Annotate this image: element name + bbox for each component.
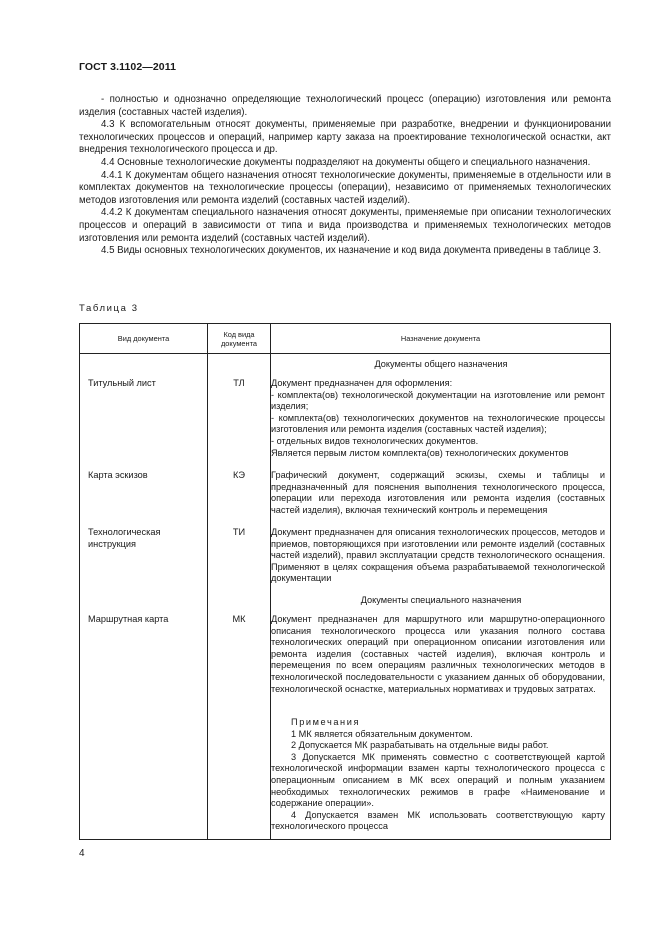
row-doc-purpose: Документ предназначен для маршрутного или маршрутно-операционного описания технологического процесса или указания полного состава технологических операций при операционном описании изготовления или ремонта изделия (составных частей изделия), включая контроль и перемещения по всем операциям различных технологических методов в технологической последовательности с указанием данных об оборудовании, технологической оснастке, материальных нормативах и трудовых затратах. bbox=[271, 614, 605, 694]
section-general-heading: Документы общего назначения bbox=[374, 359, 508, 369]
notes-block bbox=[271, 717, 605, 833]
header-doc-code: Код вида документа bbox=[220, 329, 258, 348]
header-doc-purpose: Назначение документа bbox=[400, 334, 481, 343]
notes-title: Примечания bbox=[291, 717, 361, 727]
paragraph: - полностью и однозначно определяющие технологический процесс (операцию) изготовления или ремонта изделия (составных частей изделия). bbox=[79, 94, 611, 118]
row-doc-name: Маршрутная карта bbox=[88, 614, 169, 624]
paragraph: 4.4 Основные технологические документы подразделяют на документы общего и специального назначения. bbox=[101, 156, 591, 168]
section-special-heading: Документы специального назначения bbox=[360, 595, 522, 605]
header-divider bbox=[80, 353, 610, 354]
header-doc-type: Вид документа bbox=[117, 334, 170, 343]
row-doc-code: МК bbox=[232, 614, 246, 624]
row-doc-name: Технологическая инструкция bbox=[88, 527, 161, 549]
page-number: 4 bbox=[79, 848, 85, 859]
row-doc-purpose: Графический документ, содержащий эскизы, схемы и таблицы и предназначенный для пояснения выполнения технологического процесса, операции или перехода изготовления или ремонта изделия (составных частей изделия), включая технический контроль и перемещения bbox=[271, 470, 605, 515]
note-item: 1 МК является обязательным документом. bbox=[291, 728, 473, 739]
document-header: ГОСТ 3.1102—2011 bbox=[79, 61, 177, 73]
row-doc-name: Титульный лист bbox=[88, 378, 156, 388]
row-doc-purpose: Документ предназначен для оформления: - комплекта(ов) технологической документации на изготовление или ремонт изделия; - комплекта(ов) технологических документов на технологические процессы изготовления или ремонта изделия (составных частей изделия); - отдельных видов технологических документов. Является первым листом комплекта(ов) технологических документов bbox=[271, 378, 605, 458]
row-doc-name: Карта эскизов bbox=[88, 470, 148, 480]
note-item: 3 Допускается МК применять совместно с соответствующей картой технологической информации взамен карты технологического процесса с операционным описанием в МК всех операций и полным указанием необходимых технологических режимов в графе «Наименование и содержание операции». bbox=[271, 751, 605, 809]
paragraph: 4.4.1 К документам общего назначения относят технологические документы, применяемые в отдельности или в комплектах документов на технологические процессы (операции), независимо от применяемых технологических методов изготовления или ремонта изделий (составных частей изделий). bbox=[79, 169, 611, 206]
row-doc-purpose: Документ предназначен для описания технологических процессов, методов и приемов, повторяющихся при изготовлении или ремонте изделий (составных частей изделий), правил эксплуатации средств технологического оснащения. Применяют в целях сокращения объема разрабатываемой технологической документации bbox=[271, 527, 605, 584]
note-item: 2 Допускается МК разрабатывать на отдельные виды работ. bbox=[291, 740, 549, 751]
table-caption: Таблица 3 bbox=[79, 303, 139, 314]
row-doc-code: КЭ bbox=[233, 470, 245, 480]
body-text bbox=[79, 94, 611, 258]
document-types-table bbox=[79, 323, 611, 840]
paragraph: 4.3 К вспомогательным относят документы, применяемые при разработке, внедрении и функционировании технологических процессов и операций, например карту заказа на проектирование технологической оснастки, акт внедрения технологического процесса и др. bbox=[79, 119, 611, 156]
paragraph: 4.4.2 К документам специального назначения относят документы, применяемые при описании технологических процессов и операций в зависимости от типа и вида производства и применяемых технологических методов изготовления или ремонта изделий (составных частей изделий). bbox=[79, 207, 611, 244]
row-doc-code: ТЛ bbox=[233, 378, 245, 388]
paragraph: 4.5 Виды основных технологических документов, их назначение и код вида документа приведены в таблице 3. bbox=[101, 245, 602, 257]
column-divider bbox=[207, 324, 208, 839]
note-item: 4 Допускается взамен МК использовать соответствующую карту технологического процесса bbox=[271, 809, 605, 832]
row-doc-code: ТИ bbox=[232, 527, 246, 537]
